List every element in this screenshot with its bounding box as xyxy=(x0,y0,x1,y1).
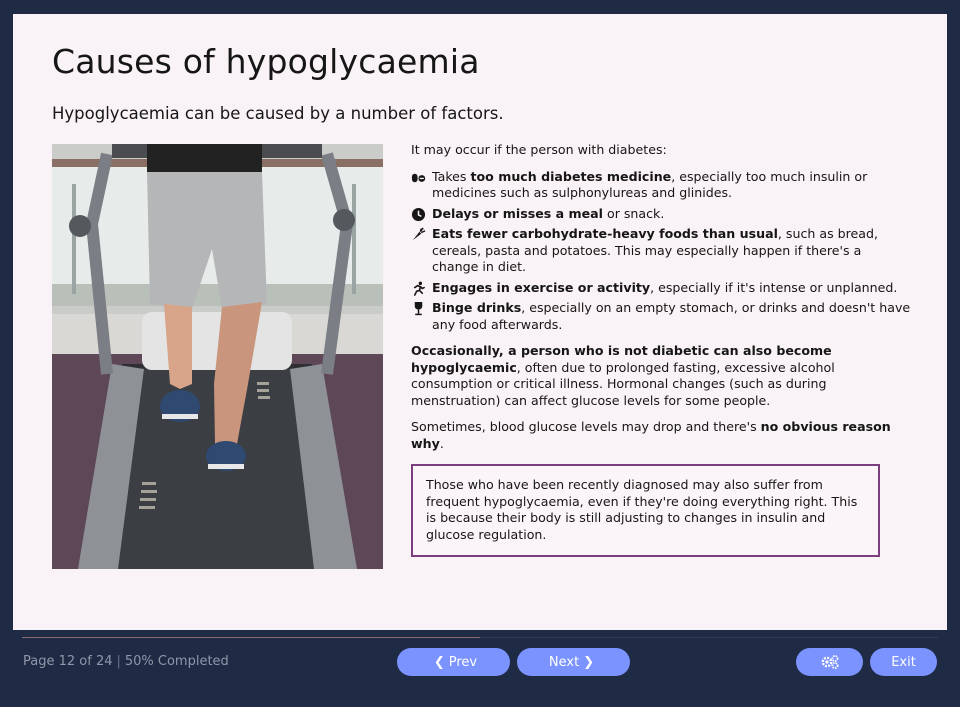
note-text: Those who have been recently diagnosed may also suffer from frequent hypoglycaemia, even if they're doing everything right. This is because their body is still adjusting to changes in insulin and glucose regulation. xyxy=(426,477,858,542)
carrot-icon xyxy=(411,227,426,242)
page-counter: Page 12 of 24 xyxy=(23,654,113,669)
treadmill-photo xyxy=(52,144,383,569)
settings-button[interactable] xyxy=(796,648,863,676)
exit-button[interactable]: Exit xyxy=(870,648,937,676)
info-note-box xyxy=(411,464,880,557)
sometimes-text: Sometimes, blood glucose levels may drop and there's no obvious reason why. xyxy=(411,419,891,451)
non-diabetic-text: Occasionally, a person who is not diabetic can also become hypoglycaemic, often due to prolonged fasting, excessive alcohol consumption or critical illness. Hormonal changes (such as during menstruation) can affect glucose levels for some people. xyxy=(411,343,835,408)
progress-status xyxy=(23,654,229,669)
progress-separator: | xyxy=(116,654,121,669)
content-text xyxy=(411,142,911,557)
pills-icon xyxy=(411,170,426,185)
intro-text: It may occur if the person with diabetes: xyxy=(411,142,667,157)
progress-bar-track xyxy=(480,637,938,638)
progress-bar-fill xyxy=(22,637,480,638)
page-title: Causes of hypoglycaemia xyxy=(52,42,480,81)
content-page xyxy=(13,14,947,630)
gears-icon xyxy=(820,654,840,670)
list-item: Engages in exercise or activity, especially if it's intense or unplanned. xyxy=(411,280,911,297)
wine-glass-icon xyxy=(411,301,426,316)
running-icon xyxy=(411,281,426,296)
clock-icon xyxy=(411,207,426,222)
causes-list xyxy=(411,169,911,334)
chevron-left-icon: ❮ xyxy=(433,654,445,670)
list-item: Binge drinks, especially on an empty stomach, or drinks and doesn't have any food afterwards. xyxy=(411,300,911,333)
prev-button[interactable]: ❮ Prev xyxy=(397,648,510,676)
list-item: Takes too much diabetes medicine, especially too much insulin or medicines such as sulphonylureas and glinides. xyxy=(411,169,911,202)
completed-label: 50% Completed xyxy=(124,654,229,669)
list-item: Eats fewer carbohydrate-heavy foods than usual, such as bread, cereals, pasta and potatoes. This may especially happen if there's a change in diet. xyxy=(411,226,911,276)
list-item: Delays or misses a meal or snack. xyxy=(411,206,911,223)
next-button[interactable]: Next ❯ xyxy=(517,648,630,676)
page-subtitle: Hypoglycaemia can be caused by a number of factors. xyxy=(52,104,504,123)
chevron-right-icon: ❯ xyxy=(583,654,595,670)
